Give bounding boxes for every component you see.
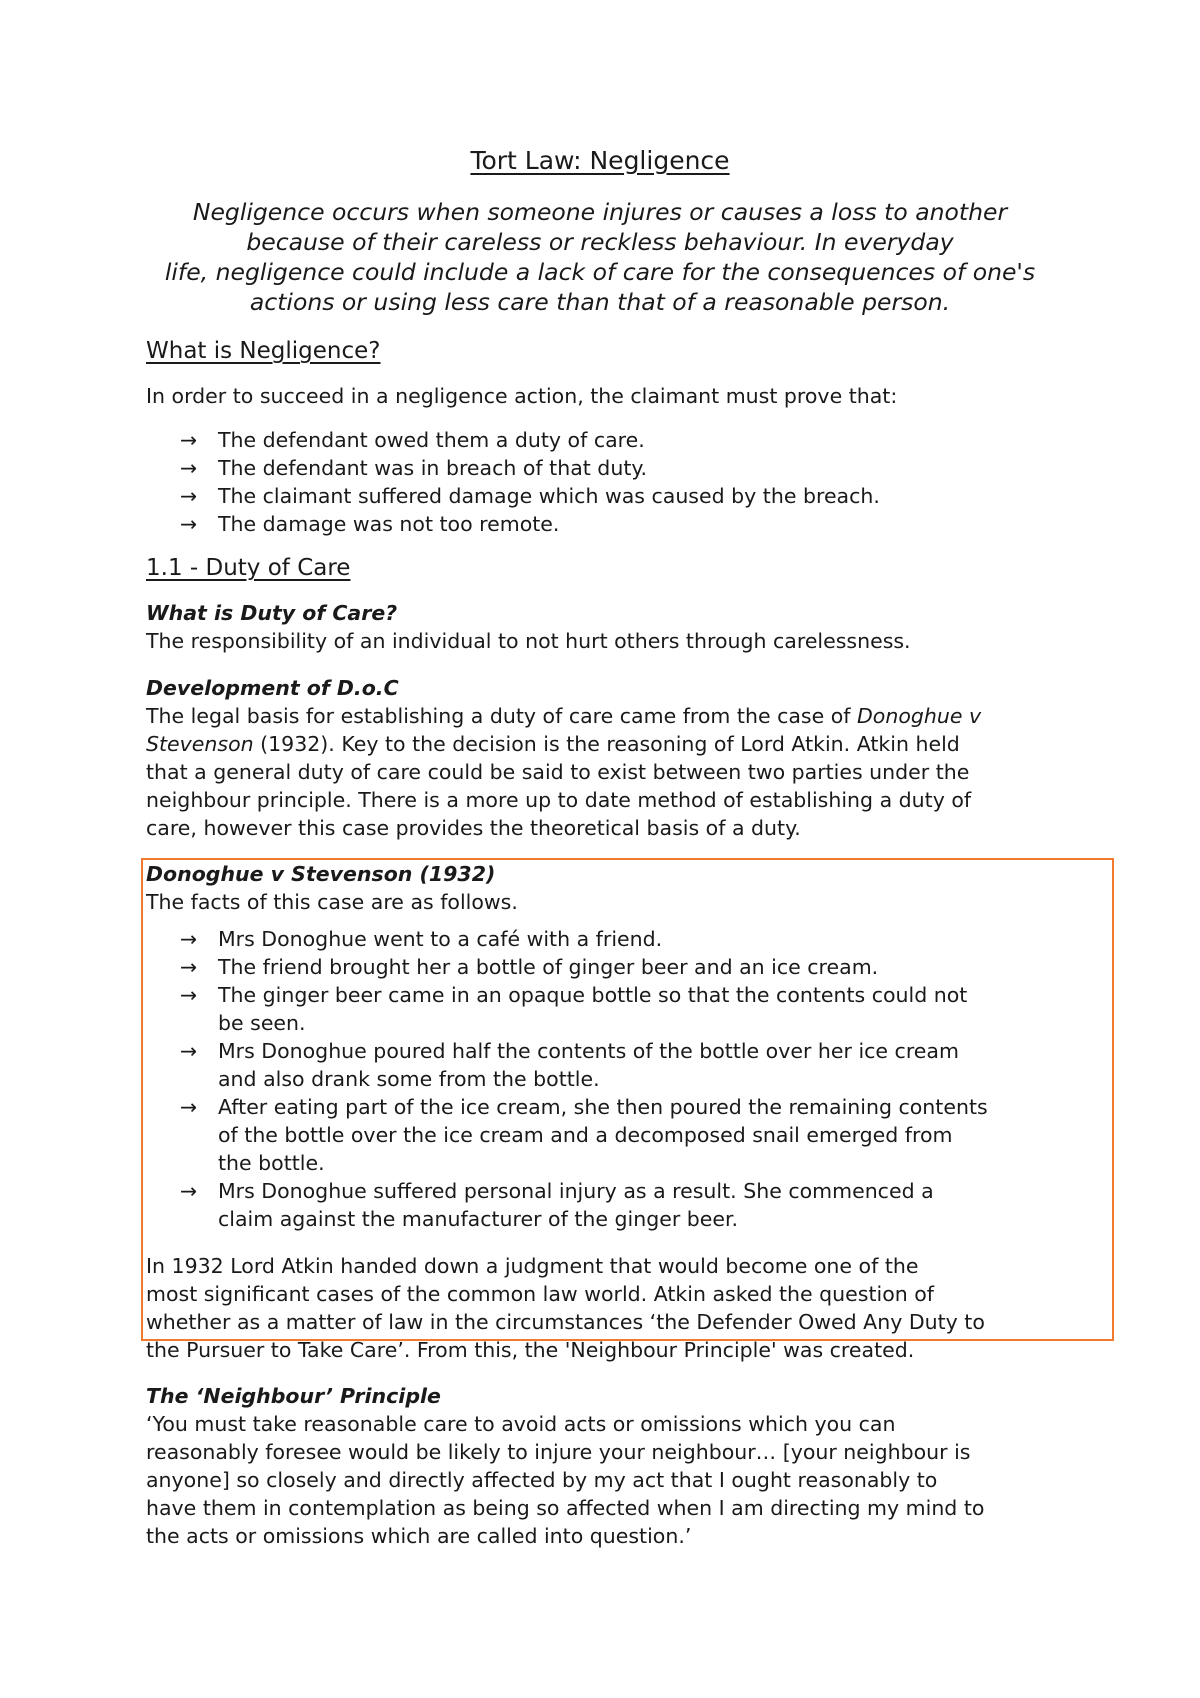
case-name: Stevenson xyxy=(146,732,254,756)
closing-line: whether as a matter of law in the circumstances ‘the Defender Owed Any Duty to xyxy=(146,1310,985,1334)
closing-line: most significant cases of the common law world. Atkin asked the question of xyxy=(146,1282,934,1306)
case-name: Donoghue v xyxy=(857,704,982,728)
list-item: → The ginger beer came in an opaque bottle so that the contents could not be seen. xyxy=(180,983,968,1035)
development-line: care, however this case provides the theoretical basis of a duty. xyxy=(146,816,801,840)
arrow-icon: → xyxy=(180,1095,198,1119)
closing-line: In 1932 Lord Atkin handed down a judgment that would become one of the xyxy=(146,1254,919,1278)
case-lead: The facts of this case are as follows. xyxy=(146,890,518,914)
list-item: → The damage was not too remote. xyxy=(180,512,560,536)
what-is-negligence-heading: What is Negligence? xyxy=(146,338,381,364)
development-line: Stevenson (1932). Key to the decision is the reasoning of Lord Atkin. Atkin held xyxy=(146,732,960,756)
neighbour-section xyxy=(146,1382,1076,1550)
intro-line: Negligence occurs when someone injures or causes a loss to another xyxy=(192,198,1008,226)
arrow-icon: → xyxy=(180,983,198,1007)
intro-definition xyxy=(130,197,1070,317)
list-item: → Mrs Donoghue suffered personal injury as a result. She commenced a claim against the manufacturer of the ginger beer. xyxy=(180,1179,934,1231)
list-item: → The defendant owed them a duty of care. xyxy=(180,428,645,452)
list-item: → The claimant suffered damage which was caused by the breach. xyxy=(180,484,880,508)
arrow-icon: → xyxy=(180,512,198,536)
development-line: that a general duty of care could be said to exist between two parties under the xyxy=(146,760,970,784)
list-item: → The friend brought her a bottle of ginger beer and an ice cream. xyxy=(180,955,879,979)
quote-line: reasonably foresee would be likely to injure your neighbour… [your neighbour is xyxy=(146,1440,971,1464)
list-item: → Mrs Donoghue went to a café with a friend. xyxy=(180,927,663,951)
arrow-icon: → xyxy=(180,484,198,508)
duty-definition-section xyxy=(146,599,1076,655)
what-is-lead xyxy=(146,382,1076,410)
quote-line: have them in contemplation as being so affected when I am directing my mind to xyxy=(146,1496,985,1520)
list-item: → The defendant was in breach of that duty. xyxy=(180,456,648,480)
case-facts-list xyxy=(180,925,1080,1233)
development-subheading: Development of D.o.C xyxy=(146,676,399,700)
intro-line: actions or using less care than that of a reasonable person. xyxy=(249,288,951,316)
development-line: The legal basis for establishing a duty of care came from the case of Donoghue v xyxy=(146,704,982,728)
lead-text: In order to succeed in a negligence action, the claimant must prove that: xyxy=(146,384,898,408)
arrow-icon: → xyxy=(180,456,198,480)
list-item: → Mrs Donoghue poured half the contents of the bottle over her ice cream and also drank some from the bottle. xyxy=(180,1039,959,1091)
arrow-icon: → xyxy=(180,927,198,951)
quote-line: ‘You must take reasonable care to avoid acts or omissions which you can xyxy=(146,1412,896,1436)
arrow-icon: → xyxy=(180,428,198,452)
case-section xyxy=(146,860,1076,916)
requirements-list xyxy=(180,426,1080,538)
intro-line: life, negligence could include a lack of care for the consequences of one's xyxy=(164,258,1036,286)
arrow-icon: → xyxy=(180,1039,198,1063)
neighbour-subheading: The ‘Neighbour’ Principle xyxy=(146,1384,441,1408)
quote-line: the acts or omissions which are called into question.’ xyxy=(146,1524,692,1548)
quote-line: anyone] so closely and directly affected by my act that I ought reasonably to xyxy=(146,1468,938,1492)
development-section xyxy=(146,674,1076,842)
closing-line: the Pursuer to Take Care’. From this, the 'Neighbour Principle' was created. xyxy=(146,1338,915,1362)
development-line: neighbour principle. There is a more up to date method of establishing a duty of xyxy=(146,788,972,812)
definition-text: The responsibility of an individual to not hurt others through carelessness. xyxy=(146,629,911,653)
case-closing xyxy=(146,1252,1076,1364)
page-title: Tort Law: Negligence xyxy=(470,146,730,175)
list-item: → After eating part of the ice cream, she then poured the remaining contents of the bottle over the ice cream and a decomposed snail emerged from the bottle. xyxy=(180,1095,988,1175)
arrow-icon: → xyxy=(180,1179,198,1203)
duty-of-care-heading: 1.1 - Duty of Care xyxy=(146,555,351,581)
case-subheading: Donoghue v Stevenson (1932) xyxy=(146,862,496,886)
intro-line: because of their careless or reckless behaviour. In everyday xyxy=(246,228,954,256)
definition-subheading: What is Duty of Care? xyxy=(146,601,398,625)
arrow-icon: → xyxy=(180,955,198,979)
